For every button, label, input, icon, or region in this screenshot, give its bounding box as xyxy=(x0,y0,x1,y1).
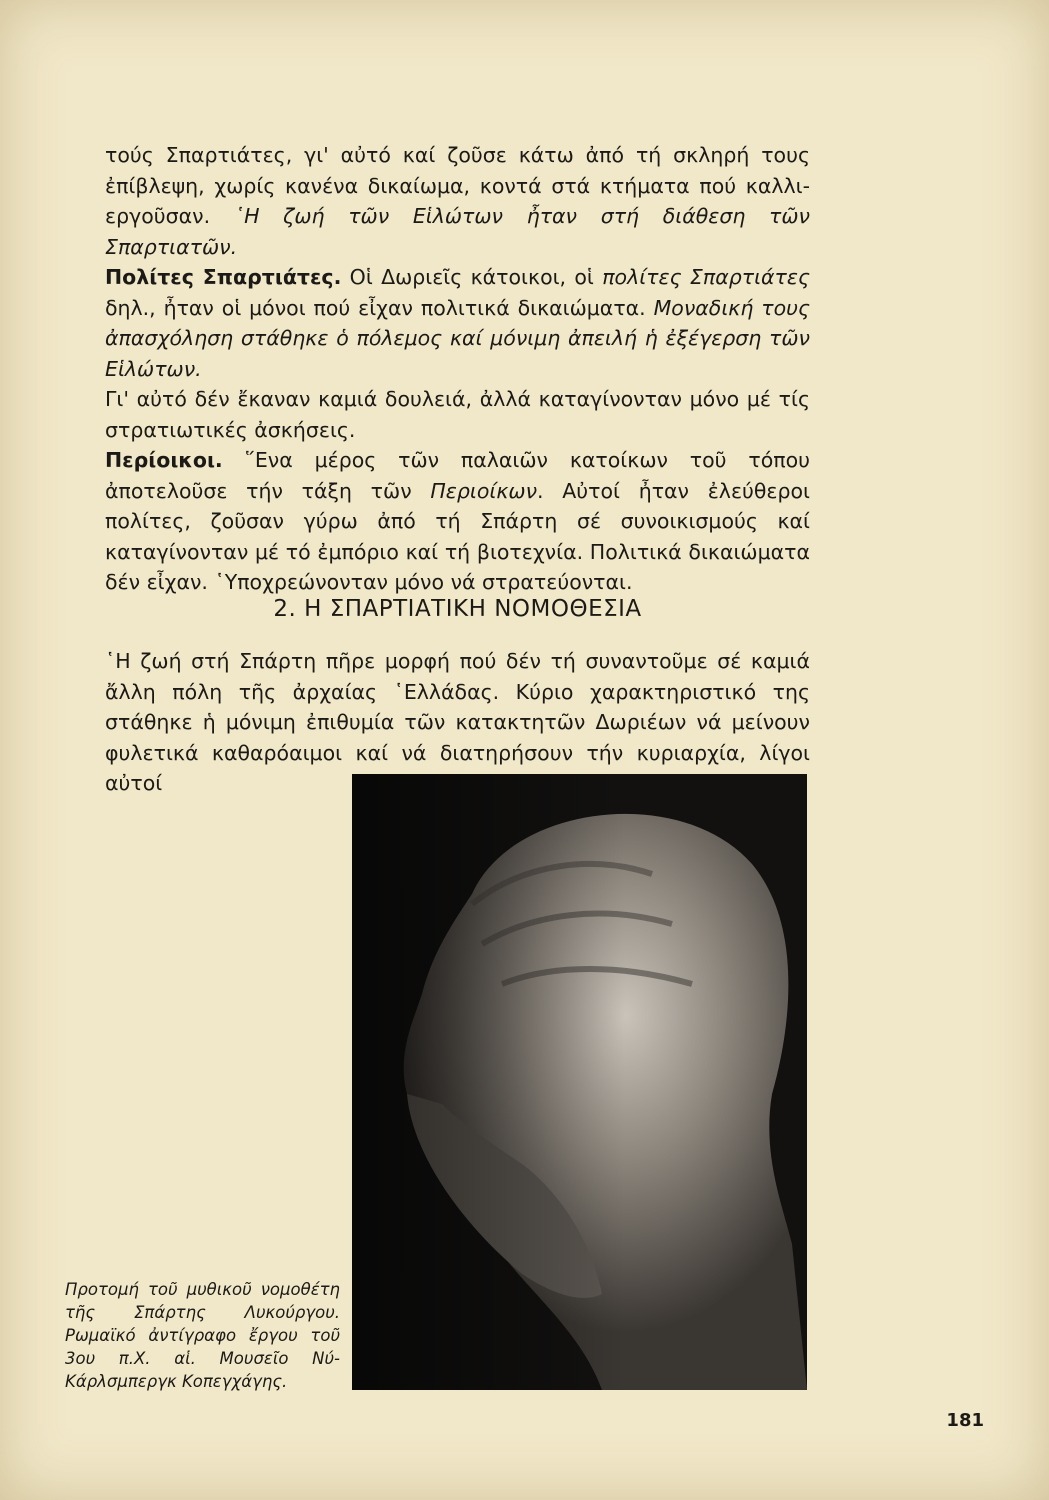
p4-text-b: . Αὐτοί ἦταν ἐλεύθεροι πολίτες, ζοῦσαν γύρω ἀπό τή Σπάρτη σέ συνοικισμούς καί καταγίνονταν μέ τό ἐμπόριο καί τή βιοτεχνία. Πολιτικά δικαιώματα δέν εἶχαν. ῾Υποχρεώνονταν μόνο νά στρατεύονται. xyxy=(105,478,810,594)
p4-text-a: ῞Ενα μέρος τῶν παλαιῶν κατοίκων τοῦ τόπου ἀποτελοῦσε τήν τάξη τῶν xyxy=(105,448,810,503)
page-number: 181 xyxy=(946,1410,984,1431)
p1-line1: τούς Σπαρτιάτες, γι' αὐτό καί ζοῦσε κάτω ἀπό τή σκληρή τους xyxy=(105,143,810,167)
paragraph-2 xyxy=(105,262,810,384)
photo-caption: Προτομή τοῦ μυθικοῦ νομοθέτη τῆς Σπάρτης Λυκούργου. Ρωμαϊκό ἀντίγραφο ἔργου τοῦ 3ου π.Χ. αἱ. Μουσεῖο Νύ-Κάρλσμπεργκ Κοπεγχάγης. xyxy=(65,1280,340,1391)
bust-photo xyxy=(352,774,807,1390)
p2-italic-1: πολίτες Σπαρτιάτες xyxy=(602,265,810,289)
text-block-top xyxy=(105,140,810,598)
p1-line3b-italic: ῾Η ζωή τῶν Εἱλώτων ἦταν στή διάθεση τῶν Σπαρτιατῶν. xyxy=(105,204,810,259)
paragraph-5: ῾Η ζωή στή Σπάρτη πῆρε μορφή πού δέν τή συναντοῦμε σέ καμιά ἄλλη πόλη τῆς ἀρχαίας ῾Ελλάδας. Κύριο χαρακτηριστικό της στάθηκε ἡ μόνιμη ἐπιθυμία τῶν κατακτητῶν Δωριέων νά μείνουν φυλετικά καθαρόαιμοι καί νά διατηρήσουν τήν κυριαρχία, λίγοι αὐτοί xyxy=(105,649,810,795)
p2-italic-2: Μοναδική τους ἀπασχόληση στάθηκε ὁ πόλεμος καί μόνιμη ἀπειλή ἡ ἐξέγερση τῶν Εἱλώτων. xyxy=(105,295,811,381)
p2-text-a: Οἱ Δωριεῖς κάτοικοι, οἱ xyxy=(341,265,603,289)
paragraph-4 xyxy=(105,445,810,598)
paragraph-1 xyxy=(105,140,810,262)
paragraph-3: Γι' αὐτό δέν ἔκαναν καμιά δουλειά, ἀλλά καταγίνονταν μόνο μέ τίς στρατιωτικές ἀσκήσεις. xyxy=(105,387,810,442)
p2-text-b: δηλ., ἦταν οἱ μόνοι πού εἶχαν πολιτικά δικαιώματα. xyxy=(105,295,654,320)
bust-illustration xyxy=(352,774,807,1390)
p4-italic: Περιοίκων xyxy=(430,478,538,503)
p1-line3a: εργοῦσαν. xyxy=(105,204,234,228)
section-heading: 2. Η ΣΠΑΡΤΙΑΤΙΚΗ ΝΟΜΟΘΕΣΙΑ xyxy=(273,596,642,622)
heading-politai: Πολίτες Σπαρτιάτες. xyxy=(105,265,342,289)
p1-line2: ἐπίβλεψη, χωρίς κανένα δικαίωμα, κοντά στά κτήματα πού καλλι- xyxy=(105,173,810,198)
heading-perioikoi: Περίοικοι. xyxy=(105,448,223,472)
